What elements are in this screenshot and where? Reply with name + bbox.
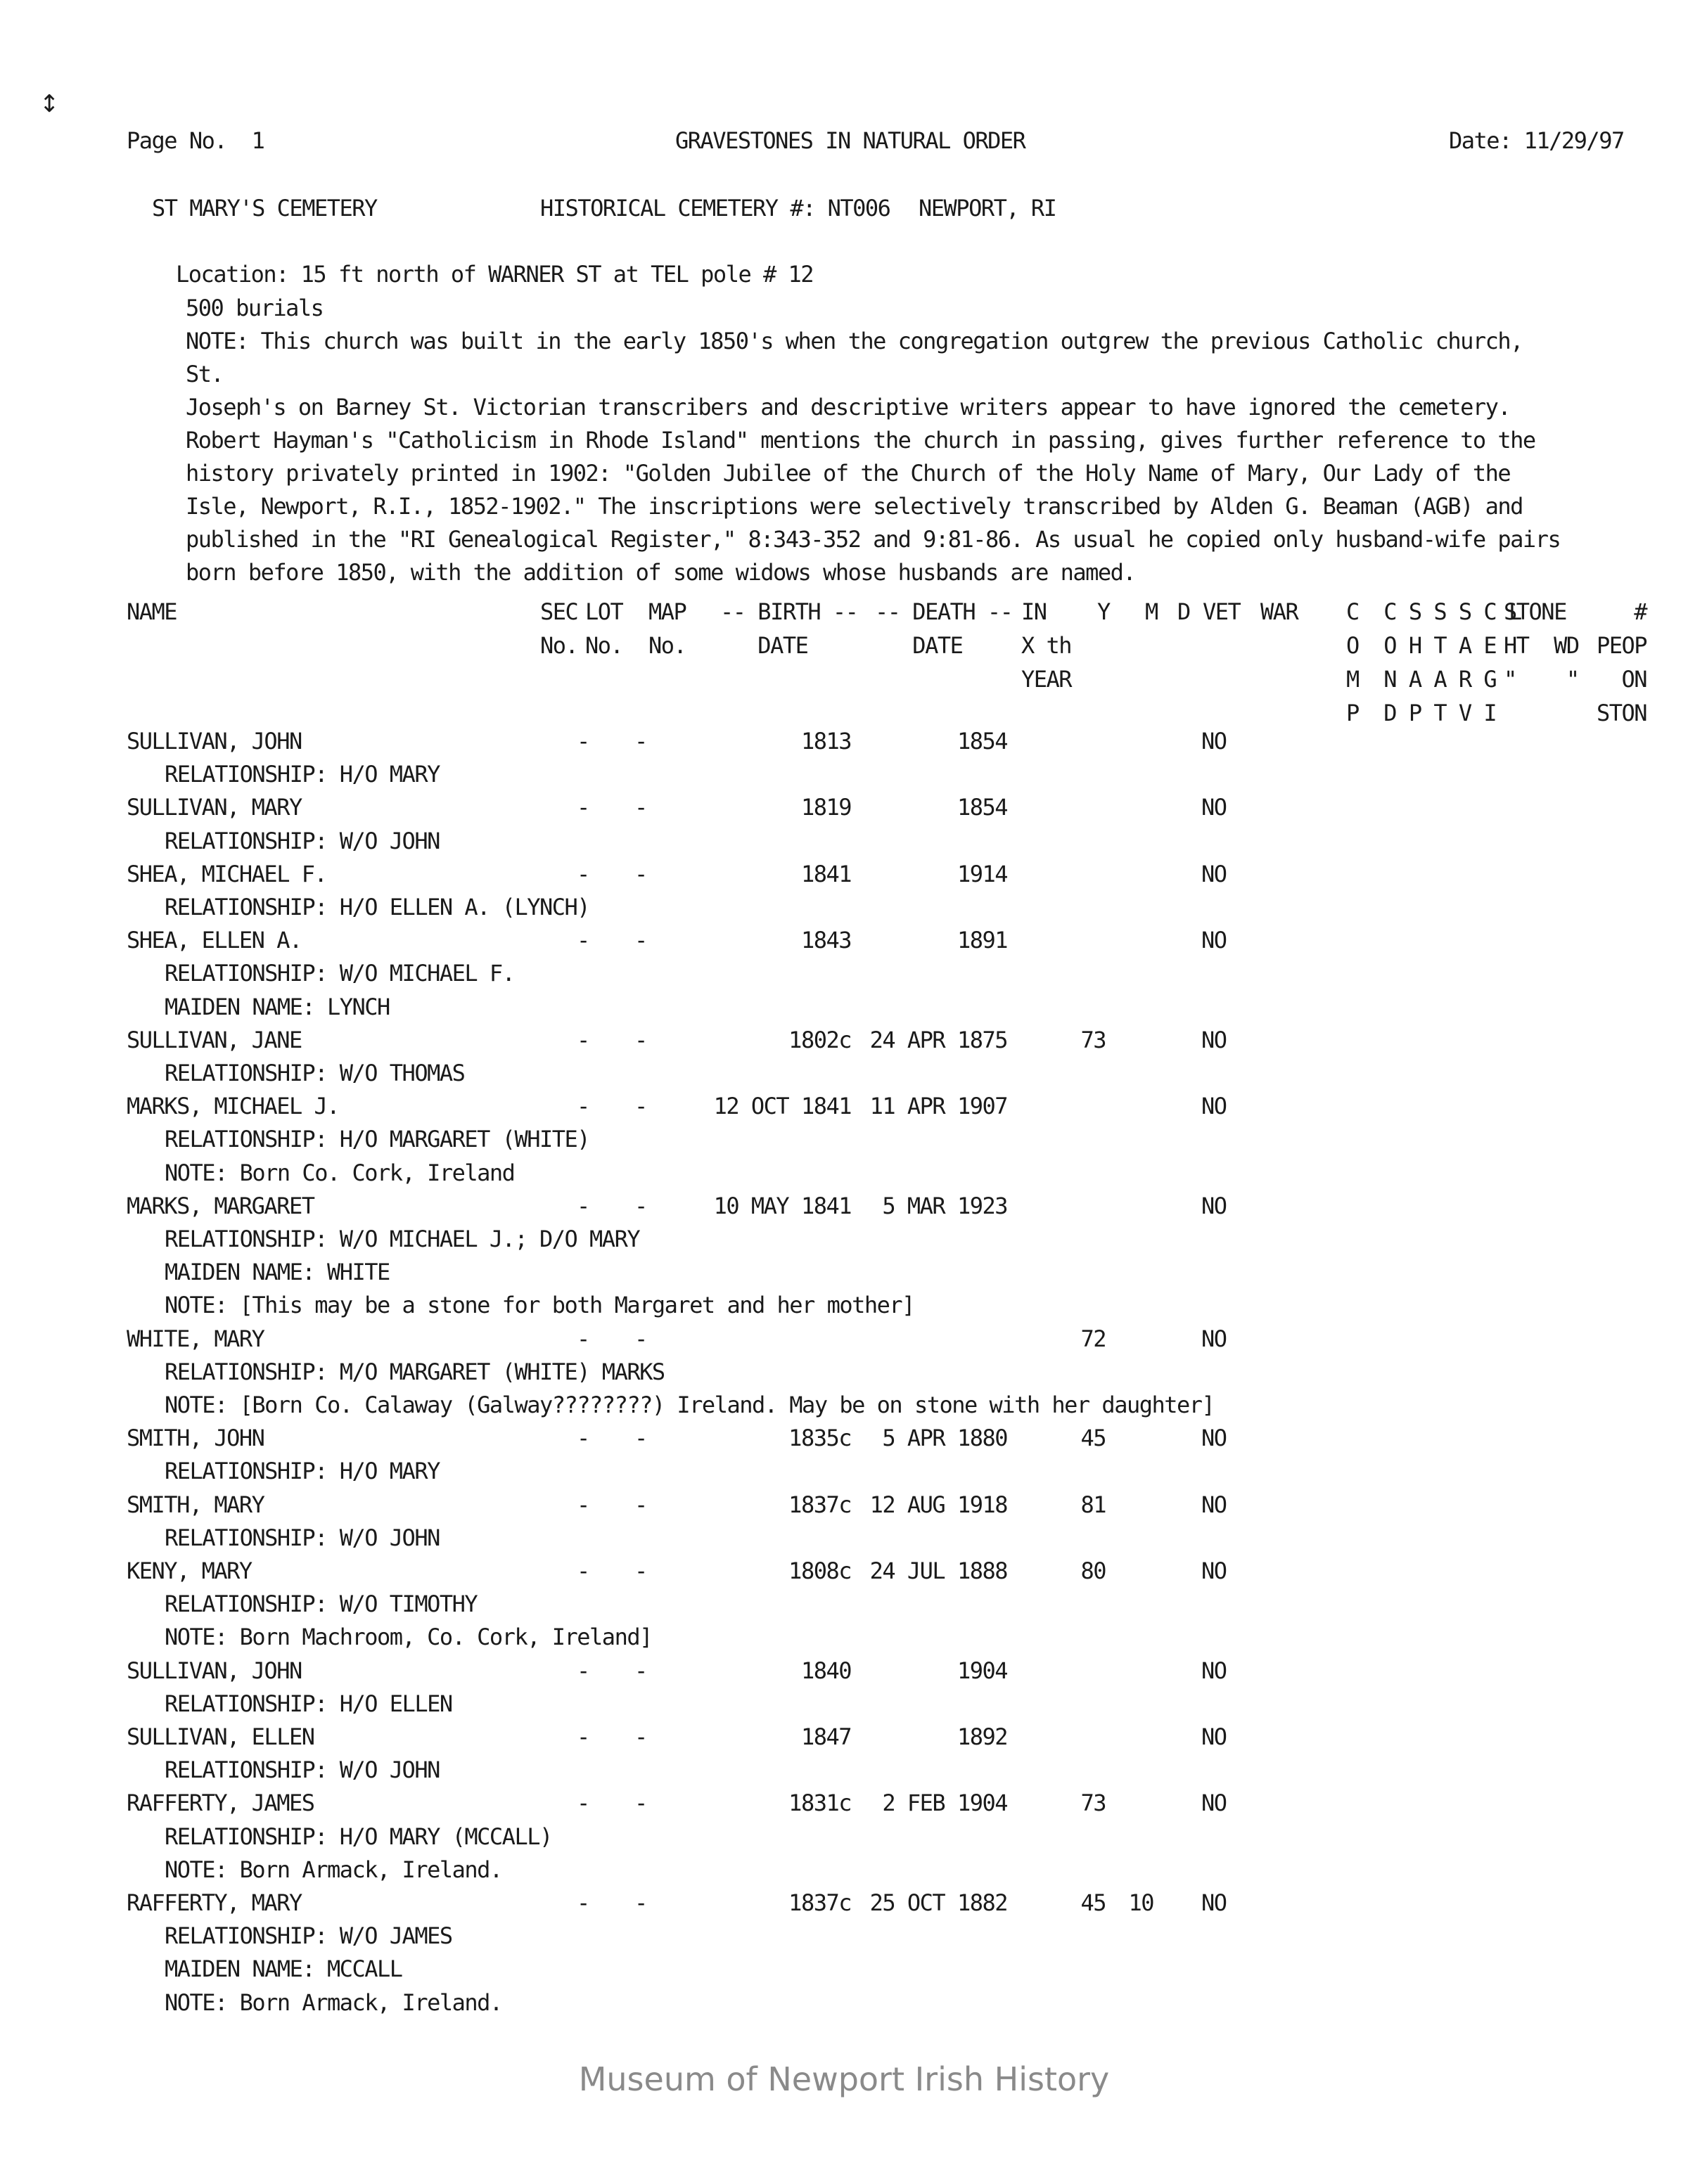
note-line: NOTE: This church was built in the early 1850's when the congregation outgrew the previous Catholic church, St.: [186, 328, 1523, 387]
record-detail: RELATIONSHIP: W/O MICHAEL J.; D/O MARY: [165, 1226, 640, 1252]
record-detail: RELATIONSHIP: W/O JOHN: [165, 1756, 440, 1784]
col-flags: C C S S S C L O O H T A E M N A A R G P D P T V I: [1346, 598, 1521, 726]
historical-cemetery-number: HISTORICAL CEMETERY #: NT006: [540, 195, 890, 221]
record-veteran: NO: [1201, 1889, 1227, 1916]
record-sec: -: [577, 1192, 589, 1219]
record-detail: RELATIONSHIP: M/O MARGARET (WHITE) MARKS: [165, 1358, 665, 1385]
record-name: KENY, MARY: [127, 1557, 252, 1584]
record-lot: -: [634, 1657, 647, 1684]
table-row: [0, 1654, 1688, 1688]
record-birth: 1813: [800, 728, 851, 754]
record-age-years: 73: [1080, 1026, 1106, 1053]
record-death: 1854: [957, 728, 1007, 754]
record-sec: -: [577, 1425, 589, 1452]
record-veteran: NO: [1201, 728, 1227, 754]
table-row: [0, 1023, 1688, 1057]
record-name: WHITE, MARY: [127, 1325, 264, 1352]
record-detail: RELATIONSHIP: H/O ELLEN: [165, 1690, 452, 1717]
record-lot: -: [634, 1790, 647, 1817]
record-age-months: 10: [1128, 1889, 1153, 1916]
record-veteran: NO: [1201, 1026, 1227, 1053]
record-death: 1904: [957, 1657, 1007, 1684]
record-veteran: NO: [1201, 1491, 1227, 1518]
col-lot: LOT No.: [585, 598, 623, 659]
col-in-year: IN X th YEAR: [1021, 598, 1072, 693]
record-age-years: 81: [1080, 1491, 1106, 1518]
record-veteran: NO: [1201, 794, 1227, 821]
record-birth: 1837c: [788, 1889, 851, 1916]
record-name: SHEA, MICHAEL F.: [127, 860, 327, 887]
record-sec: -: [577, 1657, 589, 1684]
burial-count: 500 burials: [186, 295, 324, 321]
record-lot: -: [634, 1026, 647, 1053]
record-name: SHEA, ELLEN A.: [127, 927, 302, 954]
record-detail: RELATIONSHIP: W/O THOMAS: [165, 1060, 465, 1086]
record-death: 1854: [957, 794, 1007, 821]
col-d: D: [1177, 598, 1190, 625]
cemetery-note: [186, 325, 1564, 589]
record-birth: 1847: [800, 1723, 851, 1750]
col-people: # PEOP ON STON: [1597, 598, 1647, 726]
record-name: SULLIVAN, ELLEN: [127, 1723, 314, 1750]
record-name: MARKS, MICHAEL J.: [127, 1093, 340, 1120]
record-age-years: 80: [1080, 1557, 1106, 1584]
record-death: 1891: [957, 927, 1007, 954]
record-lot: -: [634, 1889, 647, 1916]
record-lot: -: [634, 1557, 647, 1584]
record-detail: RELATIONSHIP: H/O MARY: [165, 761, 440, 788]
record-death: 1892: [957, 1723, 1007, 1750]
record-death: 11 APR 1907: [869, 1093, 1007, 1120]
note-line: published in the "RI Genealogical Register," 8:343-352 and 9:81-86. As usual he copied only husband-wife pairs: [186, 526, 1561, 553]
col-vet: VET: [1203, 598, 1241, 625]
table-row: [0, 1421, 1688, 1455]
cemetery-town: NEWPORT, RI: [919, 195, 1056, 221]
note-line: Robert Hayman's "Catholicism in Rhode Island" mentions the church in passing, gives further reference to the: [186, 427, 1535, 454]
report-title: GRAVESTONES IN NATURAL ORDER: [675, 127, 1025, 154]
record-name: RAFFERTY, MARY: [127, 1889, 302, 1916]
record-lot: -: [634, 1491, 647, 1518]
record-veteran: NO: [1201, 1657, 1227, 1684]
record-detail: MAIDEN NAME: WHITE: [165, 1259, 390, 1286]
record-death: 5 APR 1880: [882, 1425, 1007, 1452]
record-detail: NOTE: Born Machroom, Co. Cork, Ireland]: [165, 1624, 652, 1651]
record-birth: 1843: [800, 927, 851, 954]
location-text: Location: 15 ft north of WARNER ST at TEL pole # 12: [176, 261, 814, 288]
record-birth: 1837c: [788, 1491, 851, 1518]
record-name: SULLIVAN, JOHN: [127, 1657, 302, 1684]
table-row: [0, 1720, 1688, 1754]
record-detail: RELATIONSHIP: W/O JOHN: [165, 1524, 440, 1551]
record-age-years: 45: [1080, 1889, 1106, 1916]
record-name: SMITH, JOHN: [127, 1425, 264, 1452]
col-map: MAP No.: [648, 598, 686, 659]
record-lot: -: [634, 1325, 647, 1352]
up-down-arrow-icon: ↕: [39, 90, 60, 118]
record-death: 5 MAR 1923: [882, 1192, 1007, 1219]
record-detail: RELATIONSHIP: H/O ELLEN A. (LYNCH): [165, 894, 590, 920]
record-lot: -: [634, 860, 647, 887]
table-row: [0, 724, 1688, 758]
record-sec: -: [577, 860, 589, 887]
record-sec: -: [577, 1491, 589, 1518]
page-number: Page No. 1: [127, 127, 264, 154]
record-birth: 1841: [800, 860, 851, 887]
col-stone: STONE HT WD " ": [1504, 598, 1579, 693]
record-birth: 1808c: [788, 1557, 851, 1584]
record-birth: 12 OCT 1841: [713, 1093, 851, 1120]
cemetery-name: ST MARY'S CEMETERY: [152, 195, 377, 221]
table-row: [0, 857, 1688, 891]
record-death: 2 FEB 1904: [882, 1790, 1007, 1817]
record-detail: RELATIONSHIP: W/O JOHN: [165, 827, 440, 854]
record-lot: -: [634, 728, 647, 754]
record-age-years: 72: [1080, 1325, 1106, 1352]
record-veteran: NO: [1201, 1557, 1227, 1584]
record-detail: RELATIONSHIP: W/O JAMES: [165, 1922, 452, 1950]
table-row: [0, 1786, 1688, 1820]
record-detail: NOTE: Born Armack, Ireland.: [165, 1989, 502, 2016]
record-veteran: NO: [1201, 860, 1227, 887]
note-line: Joseph's on Barney St. Victorian transcribers and descriptive writers appear to have ignored the cemetery.: [186, 394, 1511, 420]
record-birth: 1802c: [788, 1026, 851, 1053]
table-row: [0, 790, 1688, 824]
record-sec: -: [577, 1557, 589, 1584]
record-sec: -: [577, 794, 589, 821]
col-sec: SEC No.: [540, 598, 578, 659]
watermark-footer: Museum of Newport Irish History: [578, 2060, 1110, 2098]
record-death: 25 OCT 1882: [869, 1889, 1007, 1916]
record-name: RAFFERTY, JAMES: [127, 1790, 314, 1817]
note-line: history privately printed in 1902: "Golden Jubilee of the Church of the Holy Name of Mary, Our Lady of the: [186, 460, 1511, 487]
record-sec: -: [577, 927, 589, 954]
record-lot: -: [634, 1192, 647, 1219]
record-detail: RELATIONSHIP: W/O TIMOTHY: [165, 1591, 478, 1618]
record-name: SULLIVAN, JOHN: [127, 728, 302, 754]
record-detail: RELATIONSHIP: H/O MARY: [165, 1458, 440, 1485]
record-death: 24 JUL 1888: [869, 1557, 1007, 1584]
record-veteran: NO: [1201, 1325, 1227, 1352]
record-birth: 10 MAY 1841: [713, 1192, 851, 1219]
record-veteran: NO: [1201, 1723, 1227, 1750]
col-death: -- DEATH -- DATE: [875, 598, 1013, 659]
record-detail: RELATIONSHIP: H/O MARY (MCCALL): [165, 1823, 552, 1850]
record-detail: NOTE: Born Co. Cork, Ireland: [165, 1159, 515, 1186]
record-name: SULLIVAN, JANE: [127, 1026, 302, 1053]
record-birth: 1840: [800, 1657, 851, 1684]
record-death: 24 APR 1875: [869, 1026, 1007, 1053]
record-death: 12 AUG 1918: [869, 1491, 1007, 1518]
record-detail: NOTE: Born Armack, Ireland.: [165, 1856, 502, 1883]
record-name: SMITH, MARY: [127, 1491, 264, 1518]
record-lot: -: [634, 794, 647, 821]
record-lot: -: [634, 1093, 647, 1120]
table-row: [0, 1089, 1688, 1123]
table-row: [0, 923, 1688, 957]
record-sec: -: [577, 1889, 589, 1916]
note-line: Isle, Newport, R.I., 1852-1902." The inscriptions were selectively transcribed by Alden G. Beaman (AGB) and: [186, 493, 1523, 520]
record-sec: -: [577, 1723, 589, 1750]
record-detail: RELATIONSHIP: H/O MARGARET (WHITE): [165, 1126, 590, 1153]
record-name: SULLIVAN, MARY: [127, 794, 302, 821]
record-age-years: 73: [1080, 1790, 1106, 1817]
record-veteran: NO: [1201, 1425, 1227, 1452]
record-birth: 1835c: [788, 1425, 851, 1452]
record-lot: -: [634, 1723, 647, 1750]
table-row: [0, 1488, 1688, 1522]
record-veteran: NO: [1201, 1192, 1227, 1219]
record-death: 1914: [957, 860, 1007, 887]
record-detail: NOTE: [Born Co. Calaway (Galway????????) Ireland. May be on stone with her daughter]: [165, 1392, 1215, 1418]
note-line: born before 1850, with the addition of some widows whose husbands are named.: [186, 559, 1136, 586]
table-row: [0, 1189, 1688, 1223]
record-sec: -: [577, 1093, 589, 1120]
table-row: [0, 1886, 1688, 1920]
report-date: Date: 11/29/97: [1449, 127, 1624, 154]
record-birth: 1819: [800, 794, 851, 821]
record-sec: -: [577, 728, 589, 754]
record-birth: 1831c: [788, 1790, 851, 1817]
record-sec: -: [577, 1325, 589, 1352]
table-row: [0, 1554, 1688, 1588]
record-detail: MAIDEN NAME: LYNCH: [165, 993, 390, 1020]
record-lot: -: [634, 927, 647, 954]
record-detail: RELATIONSHIP: W/O MICHAEL F.: [165, 960, 515, 987]
col-war: WAR: [1260, 598, 1298, 625]
col-m: M: [1145, 598, 1158, 625]
record-veteran: NO: [1201, 1790, 1227, 1817]
record-veteran: NO: [1201, 927, 1227, 954]
table-row: [0, 1322, 1688, 1356]
col-birth: -- BIRTH -- DATE: [720, 598, 858, 659]
col-name: NAME: [127, 598, 177, 625]
record-sec: -: [577, 1026, 589, 1053]
record-name: MARKS, MARGARET: [127, 1192, 314, 1219]
record-lot: -: [634, 1425, 647, 1452]
col-y: Y: [1097, 598, 1110, 625]
record-age-years: 45: [1080, 1425, 1106, 1452]
record-sec: -: [577, 1790, 589, 1817]
record-veteran: NO: [1201, 1093, 1227, 1120]
record-detail: MAIDEN NAME: MCCALL: [165, 1955, 402, 1983]
record-detail: NOTE: [This may be a stone for both Margaret and her mother]: [165, 1292, 914, 1319]
